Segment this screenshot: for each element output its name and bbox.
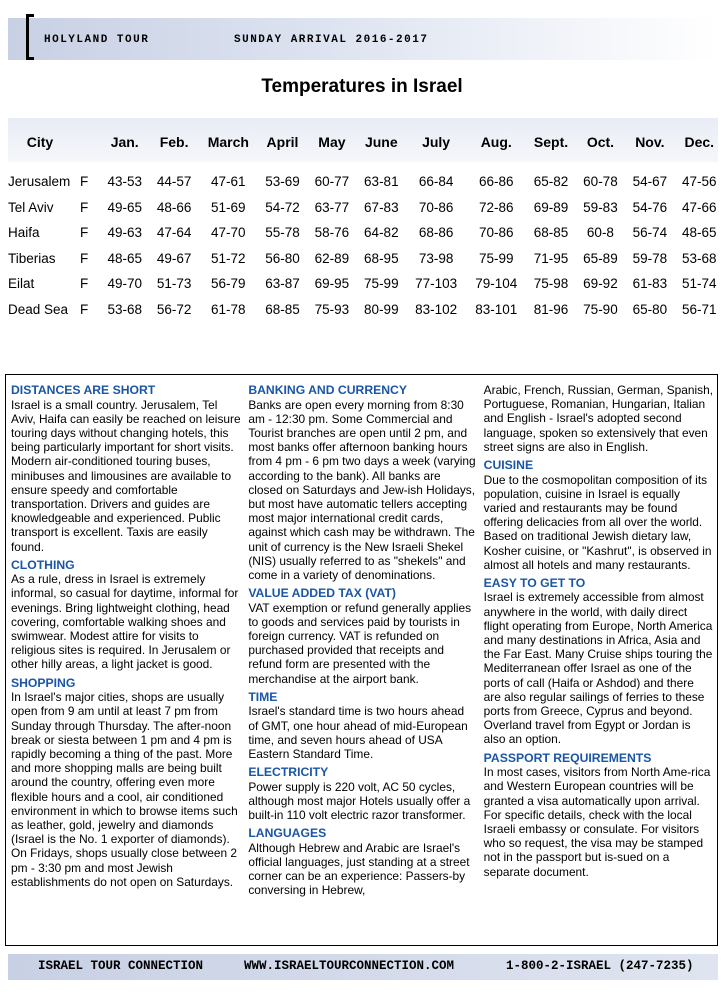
temperature-cell: 49-63 [107,225,142,241]
temperature-cell: 75-90 [583,301,618,317]
temperature-cell: 51-72 [211,250,246,266]
table-row [0,169,724,195]
temperature-cell: 48-66 [156,199,192,215]
section-text: Arabic, French, Russian, German, Spanish, Portuguese, Romanian, Hungarian, Italian and English - Israel's adopted second language, spoken so extensively that even street signs are also in English. [483,383,713,454]
temperature-cell: 65-82 [533,174,569,190]
temperature-cell: 44-57 [156,174,192,190]
info-section [248,826,476,897]
section-text: Israel's standard time is two hours ahead of GMT, one hour ahead of mid-European time, and seven hours ahead of USA Eastern Standard Time. [248,704,468,761]
section-heading: SHOPPING [11,675,76,690]
temperature-cell: 51-73 [156,276,192,292]
header-left-text: HOLYLAND TOUR [44,34,150,46]
temperature-cell: 67-83 [364,199,399,215]
footer-phone: 1-800-2-ISRAEL (247-7235) [506,959,694,973]
temperature-cell: 75-93 [314,301,350,317]
footer-company: ISRAEL TOUR CONNECTION [38,959,204,973]
section-heading: BANKING AND CURRENCY [248,383,407,397]
info-section [248,383,476,582]
temperature-cell: 47-70 [211,225,246,241]
temperature-cell: 65-80 [632,301,668,317]
temperature-cell: 54-72 [265,199,300,215]
section-text: In Israel's major cities, shops are usually open from 9 am until at least 7 pm from Sunday through Thursday. The after-noon break or siesta between 1 pm and 4 pm is rapidly becoming a thing of the past. More and more shopping malls are being built around the country, offering even more flexible hours and a cool, air conditioned environment in which to browse items such as leather, gold, jewelry and diamonds (Israel is the No. 1 exporter of diamonds). On Fridays, shops usually close between 2 pm - 3:30 pm and most Jewish establishments do not open on Saturdays. [11,690,238,889]
temperature-cell: 58-76 [314,225,350,241]
column-header-month: Feb. [159,134,189,150]
info-section [248,586,476,686]
section-text: Due to the cosmopolitan composition of its population, cuisine in Israel is equally varied and restaurants may be found offering delicacies from all over the world. Based on traditional Jewish dietary law, Kosher cuisine, or "Kashrut", is observed in almost all hotels and many restaurants. [483,472,712,572]
info-section [11,383,241,554]
section-text: VAT exemption or refund generally applies to goods and services paid by tourists in foreign currency. VAT is refunded on purchased provided that receipts and refund form are presented with the merchandise at the airport bank. [248,600,472,686]
temperature-cell: 61-83 [632,276,668,292]
info-section [11,676,241,889]
temperature-cell: 68-86 [418,225,454,241]
temperature-cell: 75-99 [478,250,514,266]
temperature-cell: 65-89 [583,250,618,266]
temperature-cell: 43-53 [107,174,142,190]
section-text: Israel is extremely accessible from almost anywhere in the world, with daily direct flight operating from Europe, North America and many destinations in Africa, Asia and the Far East. Many Cruise ships touring the Mediterranean offer Israel as one of the ports of call (Haifa or Ashdod) and there are also regular sailings of ferries to these ports from Greece, Cyprus and beyond. Overland travel from Egypt or Jordan is also an option. [483,590,713,747]
temperature-cell: 49-70 [107,276,142,292]
column-header-month: Jan. [110,134,139,150]
temperature-cell: 54-67 [632,174,668,190]
column-header-month: Dec. [684,134,715,150]
temperature-cell: 54-76 [632,199,668,215]
temperature-cell: 60-8 [586,225,614,241]
temperature-cell: 47-56 [682,174,717,190]
info-column-1 [11,383,241,945]
temperature-cell: 47-66 [682,199,717,215]
temperature-cell: 56-80 [265,250,300,266]
column-header-month: June [364,134,398,150]
temperature-cell: 51-74 [682,276,717,292]
temperature-cell: 56-71 [682,301,717,317]
temperature-cell: 75-99 [364,276,399,292]
section-heading: ELECTRICITY [248,765,329,780]
column-header-month: Sept. [533,134,569,150]
temperature-cell: 51-69 [211,199,246,215]
footer-website: WWW.ISRAELTOURCONNECTION.COM [244,959,455,973]
info-column-2 [248,383,476,945]
temperature-cell: 53-68 [107,301,142,317]
temperature-cell: 53-69 [265,174,300,190]
table-row [0,271,724,297]
city-cell: Dead Sea [8,301,69,317]
info-section [484,576,713,747]
info-section [484,383,713,454]
temperature-cell: 66-86 [478,174,514,190]
section-heading: LANGUAGES [248,826,327,841]
table-row [0,220,724,246]
column-header-month: Aug. [480,134,512,150]
table-row [0,297,724,323]
city-cell: Haifa [8,225,40,241]
section-heading: VALUE ADDED TAX (VAT) [248,586,396,601]
temperature-cell: 69-95 [314,276,350,292]
table-spacer-row [0,159,724,169]
temperature-cell: 81-96 [533,301,569,317]
temperature-cell: 48-65 [107,250,142,266]
section-text: Although Hebrew and Arabic are Israel's official languages, just standing at a street corner can be an experience: Passers-by conversing in Hebrew, [248,840,470,898]
temperature-cell: 70-86 [418,199,454,215]
column-header-unit [80,125,100,159]
section-heading: DISTANCES ARE SHORT [11,383,156,397]
unit-cell: F [80,199,89,215]
page-title: Temperatures in Israel [261,76,463,97]
temperature-cell: 71-95 [533,250,569,266]
column-header-month: Nov. [635,134,665,150]
temperature-cell: 79-104 [475,276,518,292]
temperature-cell: 63-81 [364,174,399,190]
temperature-cell: 70-86 [478,225,514,241]
column-header-month: Oct. [586,134,615,150]
temperature-cell: 59-83 [583,199,618,215]
city-cell: Eilat [8,276,35,292]
city-cell: Tel Aviv [8,199,54,215]
footer-band [8,954,718,980]
info-column-3 [484,383,713,945]
info-section [248,690,476,761]
column-header-month: July [422,134,451,150]
temperature-cell: 47-64 [156,225,192,241]
column-header-month: March [207,134,249,150]
temperature-cell: 61-78 [211,301,246,317]
section-heading: CUISINE [483,458,534,473]
section-text: Power supply is 220 volt, AC 50 cycles, although most major Hotels usually offer a built-in 110 volt electric razor transformer. [248,779,471,823]
section-heading: CLOTHING [11,557,75,572]
temperature-cell: 47-61 [211,174,246,190]
info-box [5,374,718,946]
header-bracket [26,14,34,60]
table-header-row [0,125,724,159]
temperature-cell: 69-92 [583,276,618,292]
table-row [0,246,724,272]
temperature-cell: 80-99 [364,301,399,317]
unit-cell: F [80,225,89,241]
temperature-cell: 66-84 [418,174,454,190]
temperature-cell: 77-103 [415,276,458,292]
temperature-cell: 56-72 [156,301,192,317]
column-header-month: April [266,134,299,150]
temperature-cell: 64-82 [364,225,399,241]
column-header-city: City [26,134,54,150]
unit-cell: F [80,174,89,190]
temperature-cell: 72-86 [478,199,514,215]
temperature-cell: 49-67 [156,250,192,266]
city-cell: Jerusalem [8,174,71,190]
temperature-cell: 83-102 [415,301,458,317]
unit-cell: F [80,301,89,317]
temperature-cell: 75-98 [533,276,569,292]
temperature-cell: 53-68 [682,250,717,266]
section-text: Israel is a small country. Jerusalem, Tel Aviv, Haifa can easily be reached on leisure touring days without changing hotels, this being particularly important for short visits. Modern air-conditioned touring buses, minibuses and limousines are available to ensure speedy and comfortable transportation. Drivers and guides are knowledgeable and experienced. Public transport is excellent. Taxis are easily found. [11,397,241,554]
temperature-cell: 68-85 [533,225,569,241]
section-heading: PASSPORT REQUIREMENTS [483,750,652,765]
header-right-text: SUNDAY ARRIVAL 2016-2017 [234,34,429,46]
unit-cell: F [80,276,89,292]
temperature-cell: 48-65 [682,225,717,241]
temperature-cell: 68-95 [364,250,399,266]
temperature-cell: 55-78 [265,225,300,241]
section-text: Banks are open every morning from 8:30 am - 12:30 pm. Some Commercial and Tourist branches are open until 2 pm, and most banks offer afternoon banking hours from 4 pm - 6 pm two days a week (varying according to the bank). All banks are closed on Saturdays and Jew-ish Holidays, but most have automatic tellers accepting most major international credit cards, against which cash may be withdrawn. The unit of currency is the New Israeli Shekel (NIS) usually referred to as "shekels" and come in a variety of denominations. [248,397,476,582]
info-section [11,558,241,672]
unit-cell: F [80,250,89,266]
info-section [484,458,713,572]
temperature-cell: 56-79 [211,276,246,292]
temperature-cell: 73-98 [418,250,454,266]
section-heading: EASY TO GET TO [483,575,586,590]
section-text: As a rule, dress in Israel is extremely informal, so casual for daytime, informal for evenings. Bring lightweight clothing, head covering, comfortable walking shoes and swimwear. Modest attire for visits to religious sites is required. In Jerusalem or other hilly areas, a light jacket is good. [11,572,239,672]
temperature-cell: 63-87 [265,276,300,292]
info-section [248,765,476,822]
city-cell: Tiberias [8,250,56,266]
temperature-cell: 60-77 [314,174,350,190]
section-heading: TIME [248,689,278,704]
temperature-cell: 62-89 [314,250,350,266]
temperature-cell: 56-74 [632,225,668,241]
temperature-cell: 59-78 [632,250,668,266]
column-header-month: May [318,134,346,150]
info-section [484,751,713,879]
temperature-cell: 49-65 [107,199,142,215]
table-row [0,195,724,221]
temperature-cell: 60-78 [583,174,618,190]
temperature-table [0,125,724,322]
temperature-cell: 83-101 [475,301,518,317]
temperature-cell: 68-85 [265,301,300,317]
temperature-cell: 63-77 [314,199,350,215]
temperature-cell: 69-89 [533,199,569,215]
section-text: In most cases, visitors from North Ame-rica and Western European countries will be granted a visa automatically upon arrival. For specific details, check with the local Israeli embassy or consulate. For visitors who so request, the visa may be stamped not in the passport but is-sued on a separate document. [483,765,711,879]
